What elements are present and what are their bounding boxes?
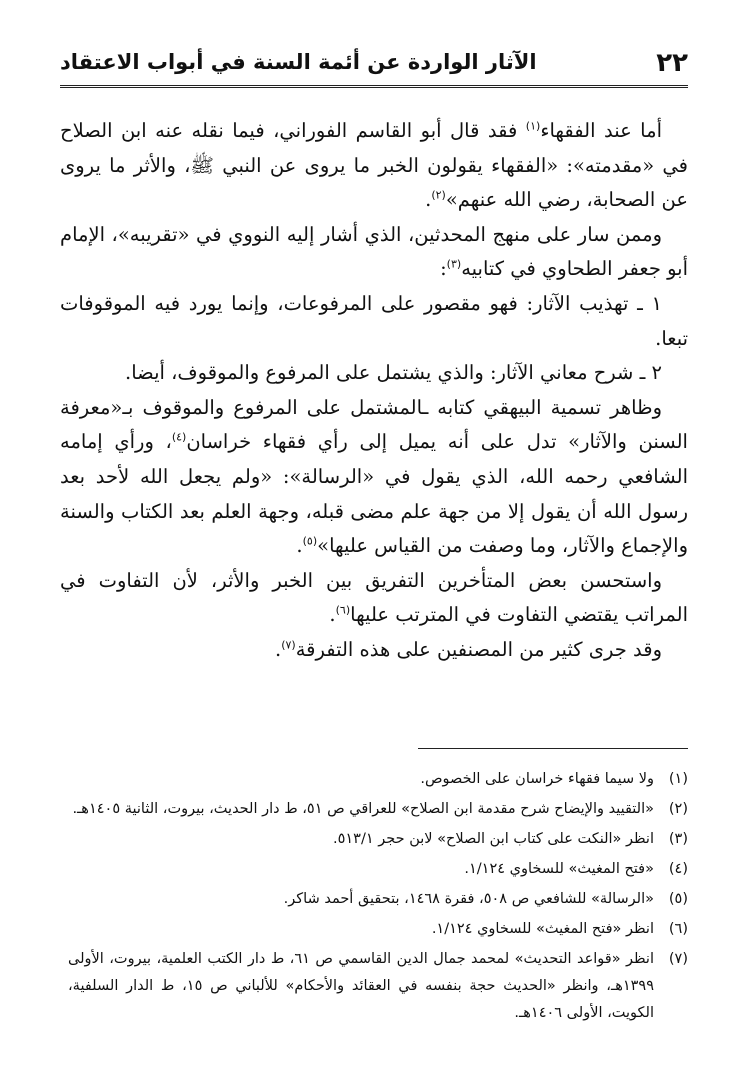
footnote-number: (٦)	[668, 921, 688, 937]
paragraph-1: أما عند الفقهاء$^{(١)}$ فقد قال أبو القاسم الفوراني، فيما نقله عنه ابن الصلاح في «مقدمته»: «الفقهاء يقولون الخبر ما يروى عن النبي ﷺ، والأثر ما يروى عن الصحابة، رضي الله عنهم»$^{(٢)}$.	[60, 119, 688, 212]
footnote-text: «الرسالة» للشافعي ص ٥٠٨، فقرة ١٤٦٨، بتحقيق أحمد شاكر.	[283, 891, 654, 907]
footnote-number: (١)	[668, 771, 688, 787]
footnote-item	[68, 766, 688, 793]
footnote-ref-5[interactable]: (٥)	[302, 534, 318, 548]
page-header	[60, 44, 688, 88]
footnote-text: «التقييد والإيضاح شرح مقدمة ابن الصلاح» للعراقي ص ٥١، ط دار الحديث، بيروت، الثانية ١٤٠٥هـ.	[72, 801, 654, 817]
footnote-ref-6[interactable]: (٦)	[335, 603, 351, 617]
footnote-number: (٥)	[668, 891, 688, 907]
paragraph-4: ٢ ـ شرح معاني الآثار: والذي يشتمل على المرفوع والموقوف، أيضا.	[125, 361, 662, 385]
footnote-ref-4[interactable]: (٤)	[171, 430, 187, 444]
footnote-number: (٣)	[668, 831, 688, 847]
footnote-item	[68, 886, 688, 913]
paragraph-7: وقد جرى كثير من المصنفين على هذه التفرقة$^{(٧)}$.	[274, 637, 662, 661]
header-rule	[60, 85, 688, 88]
paragraph-6: واستحسن بعض المتأخرين التفريق بين الخبر والأثر، لأن التفاوت في المراتب يقتضي التفاوت في المترتب عليها$^{(٦)}$.	[60, 568, 688, 627]
footnotes	[68, 766, 688, 1030]
paragraph-3: ١ ـ تهذيب الآثار: فهو مقصور على المرفوعات، وإنما يورد فيه الموقوفات تبعا.	[60, 291, 688, 350]
footnote-item	[68, 916, 688, 943]
running-title: الآثار الواردة عن أئمة السنة في أبواب الاعتقاد	[60, 50, 537, 74]
footnote-item	[68, 826, 688, 853]
paragraph-2: وممن سار على منهج المحدثين، الذي أشار إليه النووي في «تقريبه»، الإمام أبو جعفر الطحاوي في كتابيه$^{(٣)}$:	[60, 222, 688, 281]
footnote-ref-3[interactable]: (٣)	[446, 257, 462, 271]
footnote-number: (٤)	[668, 861, 688, 877]
page-number: ٢٢	[656, 48, 688, 78]
main-text	[60, 114, 688, 668]
footnote-ref-1[interactable]: (١)	[525, 119, 541, 133]
footnote-text: انظر «النكت على كتاب ابن الصلاح» لابن حجر ٥١٣/١.	[333, 831, 654, 847]
footnote-item	[68, 856, 688, 883]
footnote-text: ولا سيما فقهاء خراسان على الخصوص.	[420, 771, 654, 787]
footnote-number: (٢)	[668, 801, 688, 817]
footnote-text: انظر «فتح المغيث» للسخاوي ١/١٢٤.	[431, 921, 654, 937]
footnote-separator	[418, 748, 688, 749]
paragraph-5: وظاهر تسمية البيهقي كتابه ـالمشتمل على المرفوع والموقوف بـ«معرفة السنن والآثار» تدل على أنه يميل إلى رأي فقهاء خراسان$^{(٤)}$، ورأي إمامه الشافعي رحمه الله، الذي يقول في «الرسالة»: «ولم يجعل الله لأحد بعد رسول الله أن يقول إلا من جهة علم مضى قبله، وجهة العلم بعد الكتاب والسنة والإجماع والآثار، وما وصفت من القياس عليها»$^{(٥)}$.	[60, 395, 688, 558]
footnote-item	[68, 796, 688, 823]
footnote-ref-2[interactable]: (٢)	[431, 188, 446, 202]
footnote-text: انظر «قواعد التحديث» لمحمد جمال الدين القاسمي ص ٦١، ط دار الكتب العلمية، بيروت، الأولى ١٣٩٩هـ، وانظر «الحديث حجة بنفسه في العقائد والأحكام» للألباني ص ١٥، ط الدار السلفية، الكويت، الأولى ١٤٠٦هـ.	[68, 951, 654, 1021]
footnote-ref-7[interactable]: (٧)	[281, 638, 296, 652]
footnote-text: «فتح المغيث» للسخاوي ١/١٢٤.	[464, 861, 654, 877]
footnote-item	[68, 946, 688, 1027]
footnote-number: (٧)	[668, 951, 688, 967]
